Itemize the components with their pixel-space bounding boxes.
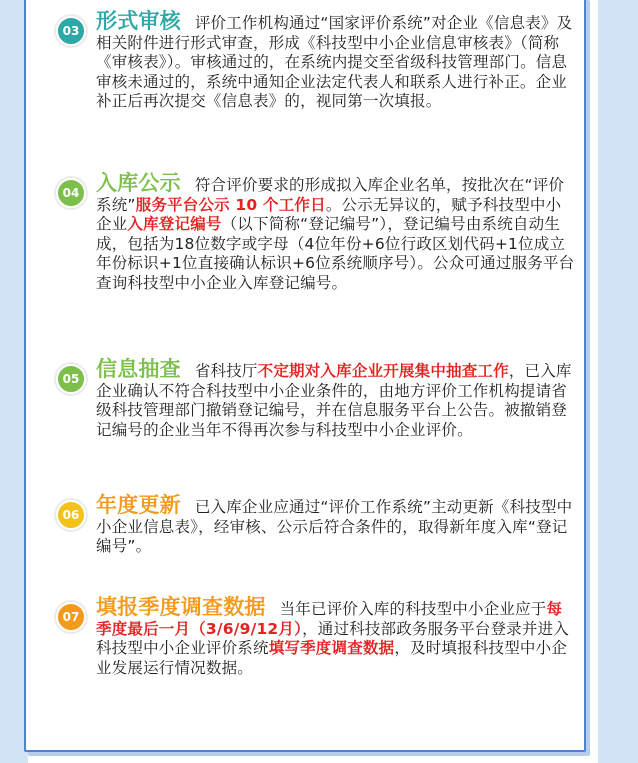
step-title: 信息抽查 — [96, 357, 181, 381]
highlight-text: 每季度最后一月（3/6/9/12月） — [96, 600, 563, 638]
step-body — [96, 171, 576, 293]
step-title: 年度更新 — [96, 493, 181, 517]
step-body — [96, 595, 576, 678]
step-number-badge: 06 — [56, 500, 86, 530]
step-number-badge: 04 — [56, 178, 86, 208]
step-title: 入库公示 — [96, 171, 181, 195]
step-text: （以下简称“登记编号”），登记编号由系统自动生成，包括为18位数字或字母（4位年份+6位行政区划代码+1位成立年份标识+1位直接确认标识+6位系统顺序号）。公众可通过服务平台查询科技型中小企业入库登记编号。 — [96, 215, 575, 292]
step-number-badge: 05 — [56, 364, 86, 394]
step-text: ，通过科技部政务服务平台登录并进入科技型中小企业评价系统 — [96, 619, 569, 657]
right-background-band — [598, 0, 638, 763]
highlight-text: 不定期对入库企业开展集中抽查工作 — [257, 362, 509, 380]
step-06 — [56, 493, 576, 557]
step-title: 填报季度调查数据 — [96, 595, 266, 619]
step-number-badge: 07 — [56, 602, 86, 632]
step-body — [96, 493, 576, 557]
step-03 — [56, 9, 576, 112]
step-title: 形式审核 — [96, 9, 181, 33]
step-number-badge: 03 — [56, 16, 86, 46]
step-05 — [56, 357, 576, 440]
step-body — [96, 9, 576, 112]
step-text: 评价工作机构通过“国家评价系统”对企业《信息表》及相关附件进行形式审查，形成《科技型中小企业信息审核表》（简称《审核表》）。审核通过的，在系统内提交至省级科技管理部门。信息审核未通过的，系统中通知企业法定代表人和联系人进行补正。企业补正后再次提交《信息表》的，视同第一次填报。 — [96, 14, 573, 110]
highlight-text: 服务平台公示 10 个工作日 — [135, 195, 326, 214]
highlight-text: 入库登记编号 — [127, 215, 222, 233]
step-04 — [56, 171, 576, 293]
step-07 — [56, 595, 576, 678]
step-text: ，已入库企业确认不符合科技型中小企业条件的，由地方评价工作机构提请省级科技管理部门撤销登记编号，并在信息服务平台上公告。被撤销登记编号的企业当年不得再次参与科技型中小企业评价。 — [96, 362, 572, 439]
step-text: 省科技厅 — [194, 362, 258, 380]
step-text: 已入库企业应通过“评价工作系统”主动更新《科技型中小企业信息表》，经审核、公示后符合条件的，取得新年度入库“登记编号”。 — [96, 498, 573, 555]
step-text: 符合评价要求的形成拟入库企业名单，按批次在“评价系统” — [96, 176, 565, 214]
step-text: ，及时填报科技型中小企业发展运行情况数据。 — [96, 639, 568, 677]
step-text: 。公示无异议的，赋予科技型中小企业 — [96, 195, 562, 233]
highlight-text: 填写季度调查数据 — [268, 639, 395, 657]
step-text: 当年已评价入库的科技型中小企业应于 — [279, 600, 547, 618]
step-body — [96, 357, 576, 440]
content-card — [24, 0, 586, 752]
